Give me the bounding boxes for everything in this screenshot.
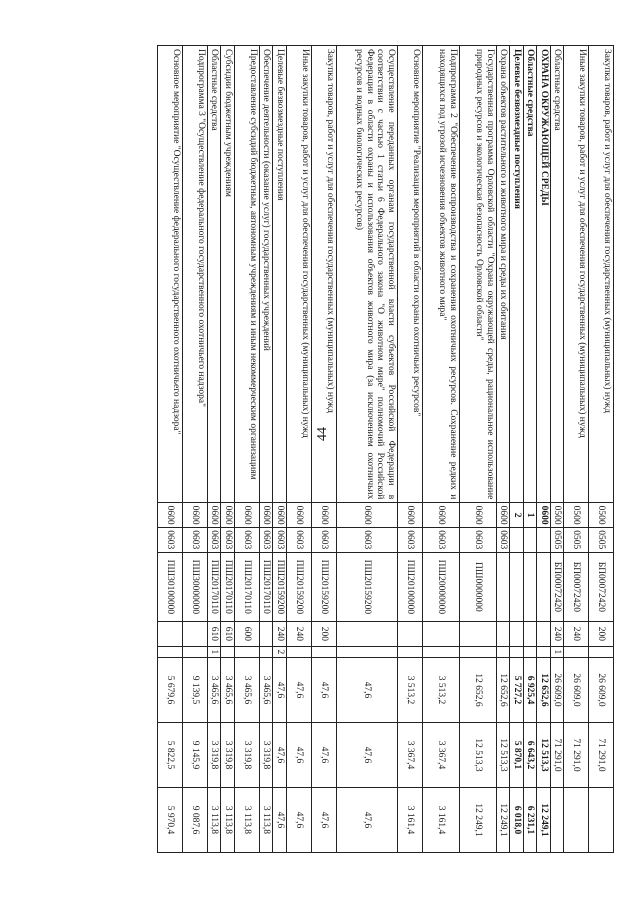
table-row (208, 46, 221, 853)
amount-year-1: 5 679,6 (158, 657, 183, 722)
target-article-code: ПШ20170110 (234, 552, 259, 621)
section-code: 0600 (208, 503, 221, 528)
amount-year-2: 3 319,8 (259, 722, 272, 787)
subsection-code: 0603 (459, 527, 496, 552)
amount-year-3: 47,6 (311, 787, 336, 852)
expense-type-code: 240 (286, 622, 311, 647)
amount-year-2: 3 367,4 (422, 722, 459, 787)
row-name: Областные средства (523, 46, 536, 503)
row-name: ОХРАНА ОКРУЖАЮЩЕЙ СРЕДЫ (537, 46, 550, 503)
expense-type-code (422, 622, 459, 647)
funding-source-code: 1 (208, 646, 221, 657)
section-code: 0500 (589, 503, 614, 528)
row-name: Целевые безвозмездные поступления (510, 46, 523, 503)
amount-year-3: 5 970,4 (158, 787, 183, 852)
amount-year-2: 47,6 (286, 722, 311, 787)
target-article-code: ПШ20100000 (397, 552, 422, 621)
amount-year-3: 3 113,8 (259, 787, 272, 852)
amount-year-3: 3 113,8 (221, 787, 234, 852)
amount-year-2: 6 643,2 (523, 722, 536, 787)
target-article-code: ПШ20170110 (208, 552, 221, 621)
section-code: 0600 (221, 503, 234, 528)
expense-type-code (259, 622, 272, 647)
subsection-code: 0603 (183, 527, 208, 552)
page-number: 44 (315, 427, 330, 441)
table-row (286, 46, 311, 853)
subsection-code: 0603 (221, 527, 234, 552)
amount-year-1: 12 652,6 (496, 657, 509, 722)
target-article-code: ПШ20000000 (422, 552, 459, 621)
subsection-code: 0603 (311, 527, 336, 552)
amount-year-1: 3 465,6 (221, 657, 234, 722)
amount-year-3: 47,6 (273, 787, 286, 852)
amount-year-1: 26 609,0 (550, 657, 563, 722)
subsection-code: 0603 (208, 527, 221, 552)
section-code: 0600 (311, 503, 336, 528)
amount-year-1: 47,6 (286, 657, 311, 722)
table-row (550, 46, 563, 853)
table-row (523, 46, 536, 853)
subsection-code: 0603 (273, 527, 286, 552)
amount-year-3: 3 161,4 (422, 787, 459, 852)
amount-year-3: 12 249,1 (537, 787, 550, 852)
row-name: Предоставление субсидий бюджетным, автономным учреждениям и иным некоммерческим организациям (234, 46, 259, 503)
section-code: 1 (523, 503, 536, 528)
amount-year-2: 12 513,3 (537, 722, 550, 787)
row-name: Обеспечение деятельности (оказание услуг) государственных учреждений (259, 46, 272, 503)
amount-year-1: 3 465,6 (259, 657, 272, 722)
subsection-code (537, 527, 550, 552)
section-code: 0600 (286, 503, 311, 528)
target-article-code: ПШ20170110 (259, 552, 272, 621)
amount-year-1: 9 139,5 (183, 657, 208, 722)
table-row (397, 46, 422, 853)
target-article-code: ПШ30100000 (158, 552, 183, 621)
amount-year-3: 12 249,1 (496, 787, 509, 852)
amount-year-3 (564, 787, 589, 852)
amount-year-2: 47,6 (336, 722, 397, 787)
amount-year-3 (589, 787, 614, 852)
funding-source-code (183, 646, 208, 657)
amount-year-1: 3 465,6 (234, 657, 259, 722)
amount-year-3: 9 087,6 (183, 787, 208, 852)
funding-source-code (510, 646, 523, 657)
expense-type-code: 240 (550, 622, 563, 647)
budget-table-sheet (157, 45, 614, 853)
amount-year-3: 6 231,1 (523, 787, 536, 852)
table-row (422, 46, 459, 853)
subsection-code (523, 527, 536, 552)
amount-year-1: 47,6 (336, 657, 397, 722)
section-code: 0600 (158, 503, 183, 528)
row-name: Подпрограмма 3 "Осуществление федерального государственного охотничьего надзора" (183, 46, 208, 503)
row-name: Государственная программа Орловской области "Охрана окружающей среды, рациональное использование природных ресурсов и экологическая безопасность Орловской области" (459, 46, 496, 503)
section-code: 0600 (537, 503, 550, 528)
target-article-code: ПШ0000000 (459, 552, 496, 621)
row-name: Закупка товаров, работ и услуг для обеспечения государственных (муниципальных) нужд (311, 46, 336, 503)
section-code: 0600 (496, 503, 509, 528)
amount-year-1: 3 513,2 (397, 657, 422, 722)
expense-type-code (523, 622, 536, 647)
row-name: Основное мероприятие "Осуществление федерального государственного охотничьего надзора" (158, 46, 183, 503)
funding-source-code (496, 646, 509, 657)
section-code: 0500 (564, 503, 589, 528)
row-name: Осуществление переданных органам государственной власти субъектов Российской Федерации в соответствии с частью 1 статьи 6 Федерального закона "О животном мире" полномочий Российской Федерации в области охраны и использования объектов животного мира (за исключением охотничьих ресурсов и водных биологических ресурсов) (336, 46, 397, 503)
row-name: Целевые безвозмездные поступления (273, 46, 286, 503)
amount-year-1: 12 652,6 (459, 657, 496, 722)
amount-year-3: 12 249,1 (459, 787, 496, 852)
section-code: 0600 (397, 503, 422, 528)
table-row (459, 46, 496, 853)
table-row (221, 46, 234, 853)
subsection-code: 0603 (496, 527, 509, 552)
amount-year-2: 47,6 (311, 722, 336, 787)
subsection-code: 0603 (259, 527, 272, 552)
funding-source-code (286, 646, 311, 657)
subsection-code: 0603 (336, 527, 397, 552)
table-row (273, 46, 286, 853)
section-code: 0600 (234, 503, 259, 528)
target-article-code: ПШ20159200 (336, 552, 397, 621)
table-row (311, 46, 336, 853)
table-row (537, 46, 550, 853)
funding-source-code (589, 646, 614, 657)
amount-year-2: 71 291,0 (589, 722, 614, 787)
target-article-code: БП00072420 (564, 552, 589, 621)
amount-year-2: 3 319,8 (221, 722, 234, 787)
target-article-code: ПШ20159200 (273, 552, 286, 621)
funding-source-code (397, 646, 422, 657)
amount-year-2: 71 291,0 (550, 722, 563, 787)
amount-year-2: 5 822,5 (158, 722, 183, 787)
row-name: Охрана объектов растительного и животного мира и среды их обитания (496, 46, 509, 503)
funding-source-code (311, 646, 336, 657)
amount-year-3: 3 161,4 (397, 787, 422, 852)
amount-year-1: 26 609,0 (589, 657, 614, 722)
target-article-code: ПШ20159200 (311, 552, 336, 621)
expense-type-code: 600 (234, 622, 259, 647)
row-name: Подпрограмма 2 "Обеспечение воспроизводства и сохранения охотничьих ресурсов. Сохранение редких и находящихся под угрозой исчезновения объектов животного мира" (422, 46, 459, 503)
amount-year-1: 3 513,2 (422, 657, 459, 722)
table-row (496, 46, 509, 853)
amount-year-1: 5 727,2 (510, 657, 523, 722)
expense-type-code (496, 622, 509, 647)
subsection-code: 0505 (589, 527, 614, 552)
funding-source-code (523, 646, 536, 657)
expense-type-code: 610 (208, 622, 221, 647)
table-row (183, 46, 208, 853)
expense-type-code (459, 622, 496, 647)
funding-source-code (234, 646, 259, 657)
expense-type-code (537, 622, 550, 647)
row-name: Иные закупки товаров, работ и услуг для обеспечения государственных (муниципальных) нужд (286, 46, 311, 503)
amount-year-3: 47,6 (336, 787, 397, 852)
subsection-code (510, 527, 523, 552)
subsection-code: 0603 (422, 527, 459, 552)
amount-year-2: 12 513,3 (496, 722, 509, 787)
amount-year-2: 71 291,0 (564, 722, 589, 787)
amount-year-1: 47,6 (273, 657, 286, 722)
subsection-code: 0603 (158, 527, 183, 552)
subsection-code: 0603 (286, 527, 311, 552)
target-article-code (496, 552, 509, 621)
target-article-code (537, 552, 550, 621)
expense-type-code: 240 (273, 622, 286, 647)
funding-source-code (336, 646, 397, 657)
expense-type-code (158, 622, 183, 647)
row-name: Закупка товаров, работ и услуг для обеспечения государственных (муниципальных) нужд (589, 46, 614, 503)
row-name: Основное мероприятие "Реализация мероприятий в области охраны охотничьих ресурсов" (397, 46, 422, 503)
target-article-code: ПШ30000000 (183, 552, 208, 621)
funding-source-code: 1 (550, 646, 563, 657)
amount-year-1: 6 925,4 (523, 657, 536, 722)
table-row (336, 46, 397, 853)
amount-year-2: 47,6 (273, 722, 286, 787)
funding-source-code (221, 646, 234, 657)
table-row (158, 46, 183, 853)
expense-type-code: 200 (311, 622, 336, 647)
table-row (259, 46, 272, 853)
amount-year-3 (550, 787, 563, 852)
amount-year-2: 3 319,8 (208, 722, 221, 787)
expense-type-code (510, 622, 523, 647)
budget-table-body (158, 46, 614, 853)
amount-year-2: 5 870,1 (510, 722, 523, 787)
expense-type-code: 200 (589, 622, 614, 647)
subsection-code: 0505 (564, 527, 589, 552)
funding-source-code (158, 646, 183, 657)
section-code: 0600 (259, 503, 272, 528)
target-article-code (510, 552, 523, 621)
section-code: 0600 (336, 503, 397, 528)
section-code: 0500 (550, 503, 563, 528)
funding-source-code (422, 646, 459, 657)
expense-type-code (336, 622, 397, 647)
target-article-code: БП00072420 (589, 552, 614, 621)
amount-year-3: 6 018,0 (510, 787, 523, 852)
funding-source-code (259, 646, 272, 657)
amount-year-2: 3 367,4 (397, 722, 422, 787)
amount-year-2: 12 513,3 (459, 722, 496, 787)
funding-source-code (459, 646, 496, 657)
funding-source-code (537, 646, 550, 657)
table-row (510, 46, 523, 853)
amount-year-1: 26 609,0 (564, 657, 589, 722)
expense-type-code: 610 (221, 622, 234, 647)
amount-year-3: 3 113,8 (234, 787, 259, 852)
budget-table (157, 45, 614, 853)
amount-year-1: 12 652,6 (537, 657, 550, 722)
row-name: Иные закупки товаров, работ и услуг для обеспечения государственных (муниципальных) нужд (564, 46, 589, 503)
row-name: Субсидии бюджетным учреждениям (221, 46, 234, 503)
table-row (234, 46, 259, 853)
amount-year-2: 3 319,8 (234, 722, 259, 787)
expense-type-code: 240 (564, 622, 589, 647)
target-article-code: ПШ20170110 (221, 552, 234, 621)
subsection-code: 0505 (550, 527, 563, 552)
table-row (589, 46, 614, 853)
section-code: 0600 (273, 503, 286, 528)
funding-source-code (564, 646, 589, 657)
amount-year-1: 3 465,6 (208, 657, 221, 722)
subsection-code: 0603 (397, 527, 422, 552)
target-article-code: БП00072420 (550, 552, 563, 621)
expense-type-code (183, 622, 208, 647)
row-name: Областные средства (550, 46, 563, 503)
row-name: Областные средства (208, 46, 221, 503)
subsection-code: 0603 (234, 527, 259, 552)
section-code: 2 (510, 503, 523, 528)
target-article-code (523, 552, 536, 621)
section-code: 0600 (459, 503, 496, 528)
table-row (564, 46, 589, 853)
funding-source-code: 2 (273, 646, 286, 657)
target-article-code: ПШ20159200 (286, 552, 311, 621)
amount-year-1: 47,6 (311, 657, 336, 722)
amount-year-3: 47,6 (286, 787, 311, 852)
amount-year-2: 9 145,9 (183, 722, 208, 787)
section-code: 0600 (183, 503, 208, 528)
section-code: 0600 (422, 503, 459, 528)
amount-year-3: 3 113,8 (208, 787, 221, 852)
expense-type-code (397, 622, 422, 647)
